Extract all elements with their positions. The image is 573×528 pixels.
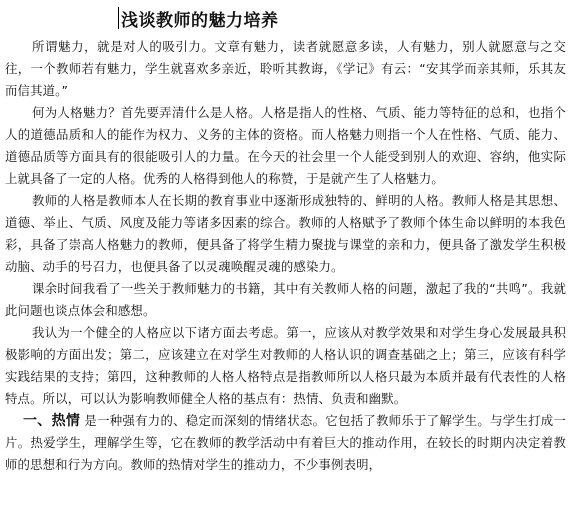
title-row (118, 5, 279, 31)
paragraph-personality-charm: 何为人格魅力？首先要弄清什么是人格。人格是指人的性格、气质、能力等特征的总和，也指个人的道德品质和人的能作为权力、义务的主体的资格。而人格魅力则指一个人在性格、气质、能力、道德品质等方面具有的很能吸引人的力量。在今天的社会里一个人能受到别人的欢迎、容纳，他实际上就具备了一定的人格。优秀的人格得到他人的称赞，于是就产生了人格魅力。 (5, 105, 566, 186)
section-heading-enthusiasm: 一、热情 (23, 413, 81, 429)
paragraph-teacher-personality: 教师的人格是教师本人在长期的教育事业中逐渐形成独特的、鲜明的人格。教师人格是其思想、道德、举止、气质、风度及能力等诸多因素的综合。教师的人格赋予了教师个体生命以鲜明的本我色彩，具备了崇高人格魅力的教师，便具备了将学生精力聚拢与课堂的亲和力，便具备了激发学生积极动脑、动手的号召力，也便具备了以灵魂唤醒灵魂的感染力。 (5, 193, 566, 274)
body-text (5, 36, 566, 476)
paragraph-charm-definition: 所谓魅力，就是对人的吸引力。文章有魅力，读者就愿意多读，人有魅力，别人就愿意与之交往，一个教师若有魅力，学生就喜欢多亲近，聆听其教诲，《学记》有云：“安其学而亲其师，乐其友而信其道。” (5, 39, 566, 98)
paragraph-reading-notes: 课余时间我看了一些关于教师魅力的书籍，其中有关教师人格的问题，激起了我的“共鸣”。我就此问题也谈点体会和感想。 (5, 281, 566, 318)
section-text-enthusiasm: 是一种强有力的、稳定而深刻的情绪状态。它包括了教师乐于了解学生。与学生打成一片。热爱学生，理解学生等，它在教师的教学活动中有着巨大的推动作用，在较长的时期内决定着教师的思想和行为方向。教师的热情对学生的推动力，不少事例表明， (5, 413, 566, 472)
page-title: 浅谈教师的魅力培养 (121, 10, 279, 31)
section-enthusiasm (5, 410, 566, 476)
text-cursor (118, 7, 119, 29)
paragraph-healthy-personality: 我认为一个健全的人格应以下诸方面去考虑。第一，应该从对教学效果和对学生身心发展最具积极影响的方面出发；第二，应该建立在对学生对教师的人格认识的调查基础之上；第三，应该有科学实践结果的支持；第四，这种教师的人格人格特点是指教师所以人格只最为本质并最有代表性的人格特点。所以，可以认为影响教师健全人格的基点有：热情、负责和幽默。 (5, 325, 566, 406)
